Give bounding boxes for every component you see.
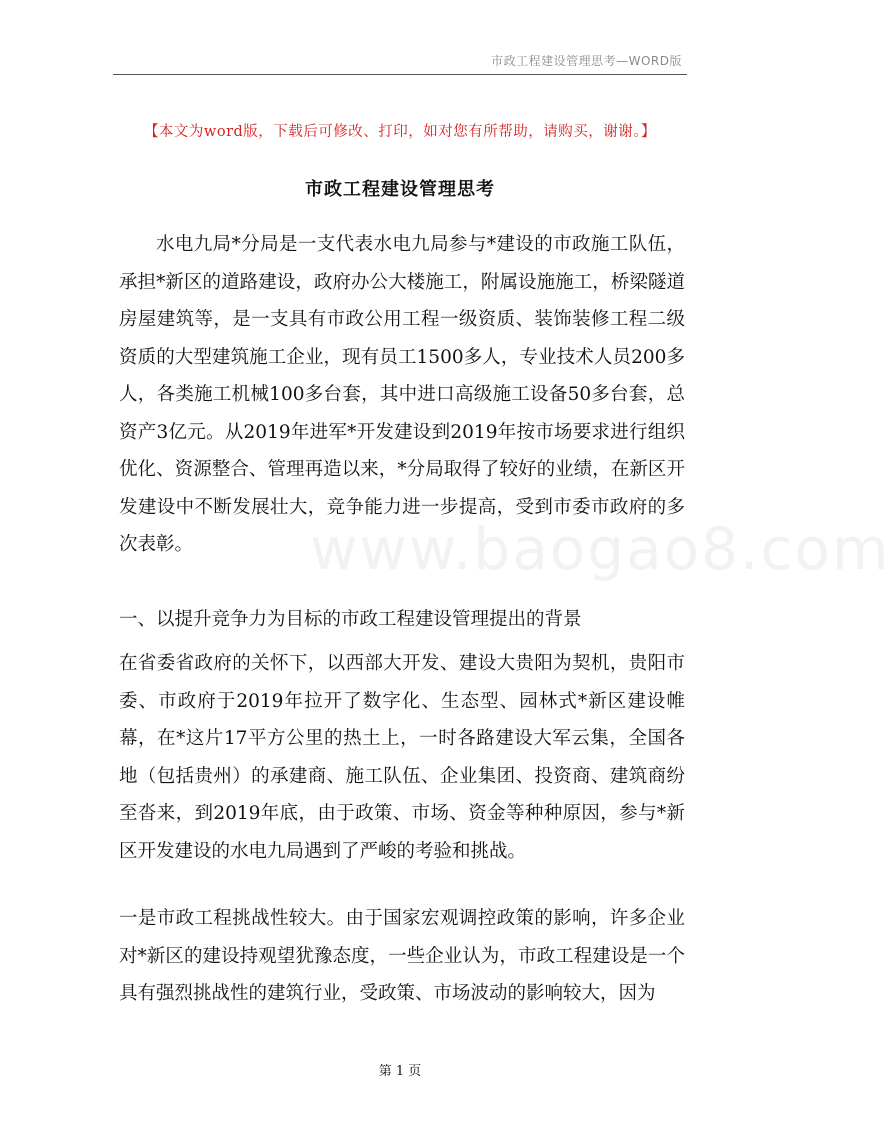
document-title: 市政工程建设管理思考	[305, 179, 495, 200]
paragraph-challenge: 一是市政工程挑战性较大。由于国家宏观调控政策的影响，许多企业对*新区的建设持观望犹豫态度，一些企业认为，市政工程建设是一个具有强烈挑战性的建筑行业，受政策、市场波动的影响较大，因为	[119, 908, 685, 1004]
watermark: www.baogao8.com	[310, 515, 890, 583]
paragraph-intro: 水电九局*分局是一支代表水电九局参与*建设的市政施工队伍，承担*新区的道路建设，政府办公大楼施工，附属设施施工，桥梁隧道房屋建筑等，是一支具有市政公用工程一级资质、装饰装修工程二级资质的大型建筑施工企业，现有员工1500多人，专业技术人员200多人，各类施工机械100多台套，其中进口高级施工设备50多台套，总资产3亿元。从2019年进军*开发建设到2019年按市场要求进行组织优化、资源整合、管理再造以来，*分局取得了较好的业绩，在新区开发建设中不断发展壮大，竞争能力进一步提高，受到市委市政府的多次表彰。	[119, 234, 685, 555]
header-divider	[113, 74, 687, 75]
section-heading: 一、以提升竞争力为目标的市政工程建设管理提出的背景	[119, 609, 582, 630]
paragraph-background: 在省委省政府的关怀下，以西部大开发、建设大贵阳为契机，贵阳市委、市政府于2019年拉开了数字化、生态型、园林式*新区建设帷幕，在*这片17平方公里的热土上，一时各路建设大军云集，全国各地（包括贵州）的承建商、施工队伍、企业集团、投资商、建筑商纷至沓来，到2019年底，由于政策、市场、资金等种种原因，参与*新区开发建设的水电九局遇到了严峻的考验和挑战。	[119, 653, 685, 862]
running-header: 市政工程建设管理思考—WORD版	[491, 54, 682, 68]
purchase-notice: 【本文为word版，下载后可修改、打印，如对您有所帮助，请购买，谢谢。】	[143, 124, 657, 140]
page-number: 第 1 页	[378, 1064, 422, 1079]
